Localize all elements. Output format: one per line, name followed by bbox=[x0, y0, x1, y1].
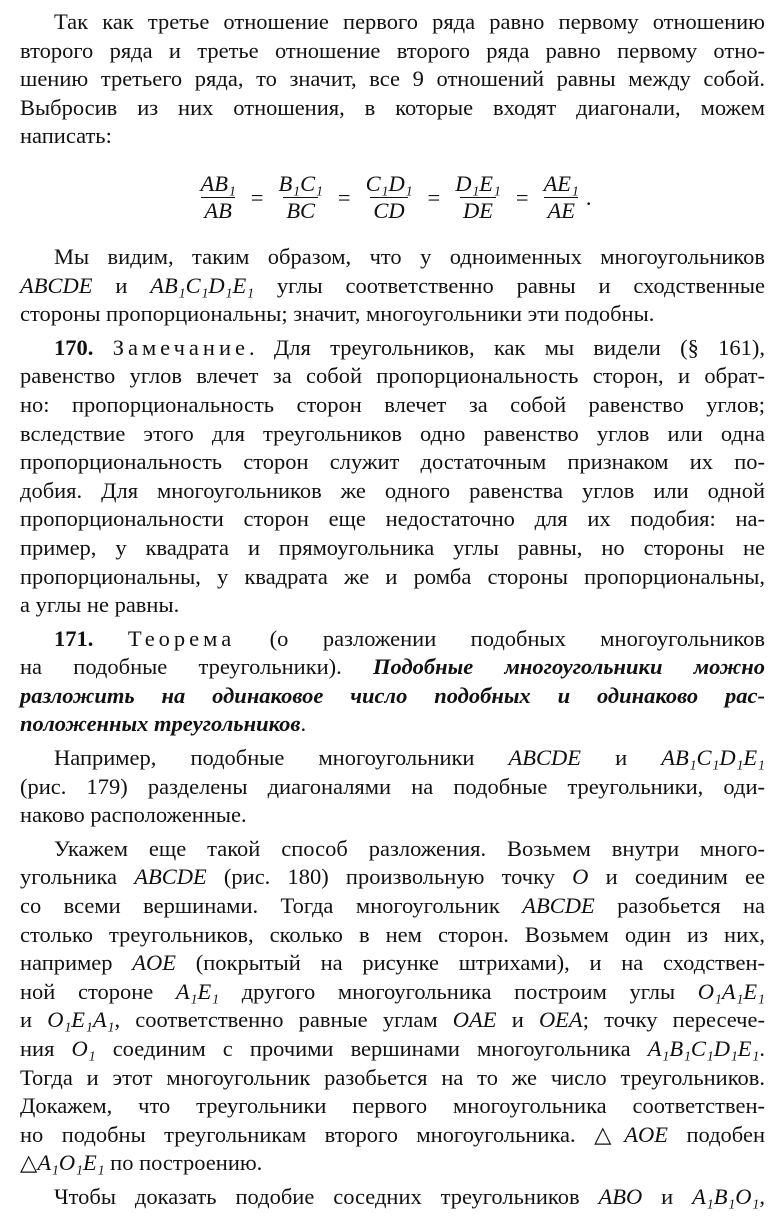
text-run: Мы видим, таким образом, что у одноименных многоугольников bbox=[54, 243, 765, 269]
book-page bbox=[20, 8, 765, 1217]
text-run: наково расположенные. bbox=[20, 802, 247, 828]
text-line bbox=[20, 682, 765, 711]
math-expression: O₁ bbox=[71, 1036, 96, 1061]
text-line bbox=[20, 835, 765, 864]
text-line bbox=[20, 94, 765, 123]
text-run: пропорциональны, у квадрата же и ромба стороны пропорциональны, bbox=[20, 563, 765, 589]
fraction bbox=[541, 171, 582, 224]
text-line bbox=[20, 563, 765, 592]
text-line bbox=[20, 591, 765, 620]
text-run: Тогда и этот многоугольник разобьется на то же число треугольников. bbox=[20, 1064, 765, 1090]
spaced-heading: Теорема bbox=[127, 625, 236, 651]
text-run: и bbox=[642, 1183, 693, 1209]
text-run: шению третьего ряда, то значит, все 9 отношений равны между собой. bbox=[20, 66, 765, 92]
text-run: другого многоугольника построим углы bbox=[219, 978, 698, 1004]
math-expression: AOE bbox=[624, 1121, 668, 1147]
text-run: пропорциональность сторон служит достаточным признаком их по- bbox=[20, 449, 765, 475]
text-line bbox=[20, 1121, 765, 1150]
paragraph bbox=[20, 1183, 765, 1212]
denominator: DE bbox=[460, 197, 496, 224]
text-line bbox=[20, 1092, 765, 1121]
numerator: AE₁ bbox=[543, 171, 579, 197]
numerator: AB₁ bbox=[200, 171, 236, 197]
text-run: Докажем, что треугольники первого многоугольника соответствен- bbox=[20, 1093, 765, 1119]
text-line bbox=[20, 420, 765, 449]
text-line bbox=[20, 773, 765, 802]
text-line bbox=[20, 300, 765, 329]
text-run: и bbox=[581, 745, 662, 771]
text-line bbox=[20, 477, 765, 506]
paragraph bbox=[20, 243, 765, 329]
text-line bbox=[20, 653, 765, 682]
text-line bbox=[20, 863, 765, 892]
text-run: Например, подобные многоугольники bbox=[54, 745, 509, 771]
text-run: Выбросив из них отношения, в которые входят диагонали, можем bbox=[20, 94, 765, 120]
text-line bbox=[20, 921, 765, 950]
text-line bbox=[20, 978, 765, 1007]
math-expression: O bbox=[572, 864, 589, 890]
text-run: . bbox=[759, 1036, 765, 1061]
math-expression: ABCDE bbox=[20, 272, 93, 298]
text-run: например bbox=[20, 950, 133, 976]
text-block-intro bbox=[20, 8, 765, 151]
math-expression: A₁O₁E₁ bbox=[37, 1150, 105, 1176]
math-expression: ABCDE bbox=[134, 864, 207, 890]
text-line bbox=[20, 710, 765, 739]
paragraph bbox=[20, 625, 765, 739]
theorem-statement: положенных треугольников bbox=[20, 711, 301, 737]
text-run: ния bbox=[20, 1036, 72, 1061]
text-line bbox=[20, 122, 765, 151]
equals-sign: = bbox=[250, 184, 264, 210]
text-line bbox=[20, 65, 765, 94]
equals-sign: = bbox=[337, 184, 351, 210]
math-expression: ABCDE bbox=[508, 745, 582, 771]
text-run: и bbox=[92, 272, 151, 298]
text-run bbox=[93, 335, 112, 360]
math-expression: AB₁C₁D₁E₁ bbox=[150, 272, 255, 298]
text-line bbox=[20, 1183, 765, 1212]
text-run: стороны пропорциональны; значит, многоугольники эти подобны. bbox=[20, 301, 655, 327]
text-run: ; точку пересече- bbox=[582, 1007, 765, 1033]
paragraph bbox=[20, 8, 765, 151]
text-run: Укажем еще такой способ разложения. Возьмем внутри много- bbox=[54, 835, 765, 861]
text-line bbox=[20, 801, 765, 830]
numerator: B₁C₁ bbox=[278, 171, 323, 197]
math-expression: OAE bbox=[452, 1007, 497, 1033]
text-run: второго ряда и третье отношение второго ряда равно первому отно- bbox=[20, 37, 765, 63]
text-line bbox=[20, 391, 765, 420]
equals-sign: = bbox=[427, 184, 441, 210]
text-run: а углы не равны. bbox=[20, 592, 180, 618]
section-number: 170. bbox=[54, 334, 94, 360]
text-run: (рис. 180) произвольную точку bbox=[206, 864, 573, 890]
text-run: . Для треугольников, как мы видели (§ 161), bbox=[248, 334, 765, 360]
text-line bbox=[20, 272, 765, 301]
text-line bbox=[20, 949, 765, 978]
text-run: со всеми вершинами. Тогда многоугольник bbox=[20, 893, 523, 919]
text-line bbox=[20, 744, 765, 773]
equals-sign: = bbox=[515, 184, 529, 210]
text-line bbox=[20, 625, 765, 654]
text-line bbox=[20, 37, 765, 66]
fraction bbox=[197, 171, 238, 224]
text-run: соединим с прочими вершинами многоугольника bbox=[95, 1036, 648, 1061]
fraction bbox=[452, 171, 504, 224]
text-run: пример, у квадрата и прямоугольника углы равны, но стороны не bbox=[20, 534, 765, 560]
theorem-statement: Подобные многоугольники можно bbox=[373, 654, 766, 680]
theorem-statement: разложить на одинаковое число подобных и одинаково рас- bbox=[20, 682, 765, 708]
paragraph bbox=[20, 334, 765, 620]
text-line bbox=[20, 1064, 765, 1093]
math-expression: O₁A₁E₁ bbox=[697, 978, 765, 1004]
math-expression: O₁E₁A₁ bbox=[47, 1007, 115, 1033]
text-run: равенство углов влечет за собой пропорциональность сторон, и обрат- bbox=[20, 363, 765, 389]
text-line bbox=[20, 334, 765, 363]
text-run: угольника bbox=[20, 864, 135, 890]
text-run: . bbox=[300, 711, 307, 737]
text-run: на подобные треугольники). bbox=[20, 654, 374, 680]
math-expression: AOE bbox=[132, 950, 177, 976]
denominator: AB bbox=[201, 197, 235, 224]
math-expression: AB₁C₁D₁E₁ bbox=[661, 745, 765, 771]
text-run: разобьется на bbox=[594, 893, 765, 919]
proportion-formula bbox=[20, 163, 765, 233]
denominator: BC bbox=[283, 197, 318, 224]
math-expression: ABO bbox=[598, 1183, 643, 1209]
fraction bbox=[276, 171, 326, 224]
text-run: но: пропорциональность сторон влечет за собой равенство углов; bbox=[20, 391, 765, 417]
text-block-main bbox=[20, 243, 765, 1212]
text-line bbox=[20, 362, 765, 391]
text-line bbox=[20, 243, 765, 272]
text-run: написать: bbox=[20, 123, 112, 149]
text-run: углы соответственно равны и сходственные bbox=[254, 272, 765, 298]
text-line bbox=[20, 892, 765, 921]
numerator: C₁D₁ bbox=[365, 171, 413, 197]
text-line bbox=[20, 8, 765, 37]
fraction bbox=[363, 171, 416, 224]
text-run: (покрытый на рисунке штрихами), и на сходствен- bbox=[176, 950, 765, 976]
text-run: столько треугольников, сколько в нем сторон. Возьмем один из них, bbox=[20, 921, 765, 947]
text-run: подобен bbox=[668, 1121, 765, 1147]
text-run: ной стороне bbox=[20, 978, 176, 1004]
text-line bbox=[20, 534, 765, 563]
formula-period: . bbox=[585, 184, 592, 210]
text-run: Чтобы доказать подобие соседних треугольников bbox=[54, 1183, 599, 1209]
text-run: и bbox=[20, 1007, 48, 1033]
text-run: и соединим ее bbox=[588, 864, 765, 890]
denominator: CD bbox=[370, 197, 407, 224]
math-expression: OEA bbox=[538, 1007, 583, 1033]
text-line bbox=[20, 1035, 765, 1064]
paragraph bbox=[20, 835, 765, 1178]
text-run: Так как третье отношение первого ряда равно первому отношению bbox=[54, 9, 765, 34]
text-run: (рис. 179) разделены диагоналями на подобные треугольники, оди- bbox=[20, 773, 765, 799]
math-expression: ABCDE bbox=[522, 893, 595, 919]
section-number: 171. bbox=[54, 625, 94, 651]
text-line bbox=[20, 505, 765, 534]
paragraph bbox=[20, 744, 765, 830]
text-run: △ bbox=[20, 1150, 38, 1176]
math-expression: A₁B₁O₁ bbox=[692, 1183, 760, 1209]
text-line bbox=[20, 1149, 765, 1178]
text-run: (о разложении подобных многоугольников bbox=[235, 625, 765, 651]
spaced-heading: Замечание bbox=[112, 334, 249, 360]
denominator: AE bbox=[544, 197, 578, 224]
text-run: добия. Для многоугольников же одного равенства углов или одной bbox=[20, 477, 765, 503]
text-line bbox=[20, 448, 765, 477]
text-run: , соответственно равные углам bbox=[114, 1007, 453, 1033]
text-run: и bbox=[496, 1007, 539, 1033]
text-run: , bbox=[759, 1183, 765, 1209]
text-run: вследствие этого для треугольников одно равенство углов или одна bbox=[20, 420, 765, 446]
text-run: пропорциональности сторон еще недостаточно для их подобия: на- bbox=[20, 506, 765, 532]
text-line bbox=[20, 1006, 765, 1035]
text-run: по построению. bbox=[104, 1150, 263, 1176]
text-run bbox=[93, 626, 127, 651]
text-run: но подобны треугольникам второго многоугольника. △ bbox=[20, 1121, 625, 1147]
math-expression: A₁B₁C₁D₁E₁ bbox=[647, 1036, 760, 1061]
numerator: D₁E₁ bbox=[455, 171, 501, 197]
math-expression: A₁E₁ bbox=[175, 978, 220, 1004]
